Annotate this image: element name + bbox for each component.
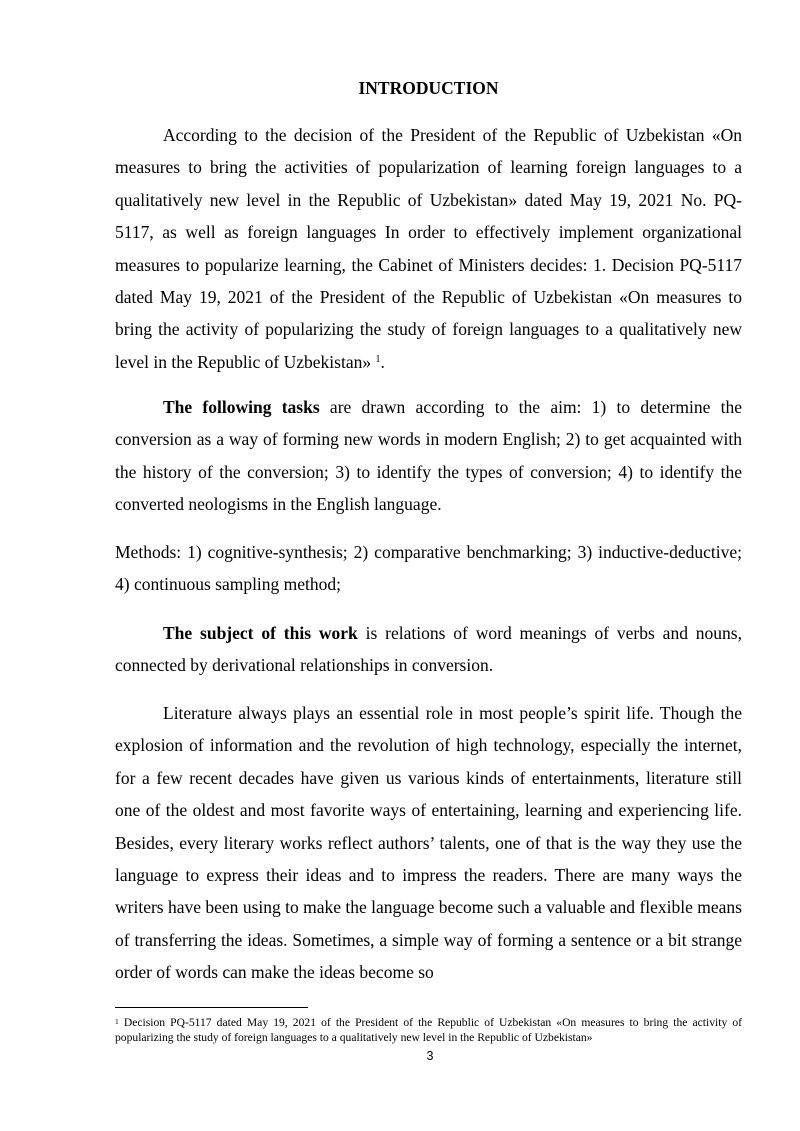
literature-paragraph xyxy=(115,697,742,989)
methods-paragraph xyxy=(115,536,742,601)
subject-paragraph xyxy=(115,617,742,682)
intro-paragraph-end: . xyxy=(380,351,385,372)
footnote xyxy=(115,1016,742,1045)
subject-paragraph-text: is relations of word meanings of verbs and nouns, connected by derivational relationships in conversion. xyxy=(115,623,742,676)
footnote-separator xyxy=(115,1007,308,1008)
subject-heading: The subject of this work xyxy=(163,623,358,643)
footnote-reference[interactable]: 1 xyxy=(375,353,381,365)
footnote-marker: 1 xyxy=(115,1017,119,1026)
methods-paragraph-text: Methods: 1) cognitive-synthesis; 2) comparative benchmarking; 3) inductive-deductive; 4) continuous sampling method; xyxy=(115,542,742,595)
intro-paragraph-text: According to the decision of the President of the Republic of Uzbekistan «On measures to bring the activities of popularization of learning foreign languages to a qualitatively new level in the Republic of Uzbekistan» dated May 19, 2021 No. PQ-5117, as well as foreign languages In order to effectively implement organizational measures to popularize learning, the Cabinet of Ministers decides: 1. Decision PQ-5117 dated May 19, 2021 of the President of the Republic of Uzbekistan «On measures to bring the activity of popularizing the study of foreign languages to a qualitatively new level in the Republic of Uzbekistan» xyxy=(115,125,742,372)
intro-paragraph xyxy=(115,119,742,378)
footnote-text: Decision PQ-5117 dated May 19, 2021 of the President of the Republic of Uzbekistan «On measures to bring the activity of popularizing the study of foreign languages to a qualitatively new level in the Republic of Uzbekistan» xyxy=(115,1016,742,1044)
page-title: INTRODUCTION xyxy=(358,78,499,98)
tasks-heading: The following tasks xyxy=(163,397,320,417)
tasks-paragraph-text: are drawn according to the aim: 1) to determine the conversion as a way of forming new words in modern English; 2) to get acquainted with the history of the conversion; 3) to identify the types of conversion; 4) to identify the converted neologisms in the English language. xyxy=(115,397,743,515)
tasks-paragraph xyxy=(115,391,742,521)
page-number: 3 xyxy=(426,1049,434,1063)
literature-paragraph-text: Literature always plays an essential role in most people’s spirit life. Though the explosion of information and the revolution of high technology, especially the internet, for a few recent decades have given us various kinds of entertainments, literature still one of the oldest and most favorite ways of entertaining, learning and experiencing life. Besides, every literary works reflect authors’ talents, one of that is the way they use the language to express their ideas and to impress the readers. There are many ways the writers have been using to make the language become such a valuable and flexible means of transferring the ideas. Sometimes, a simple way of forming a sentence or a bit strange order of words can make the ideas become so xyxy=(115,703,742,983)
